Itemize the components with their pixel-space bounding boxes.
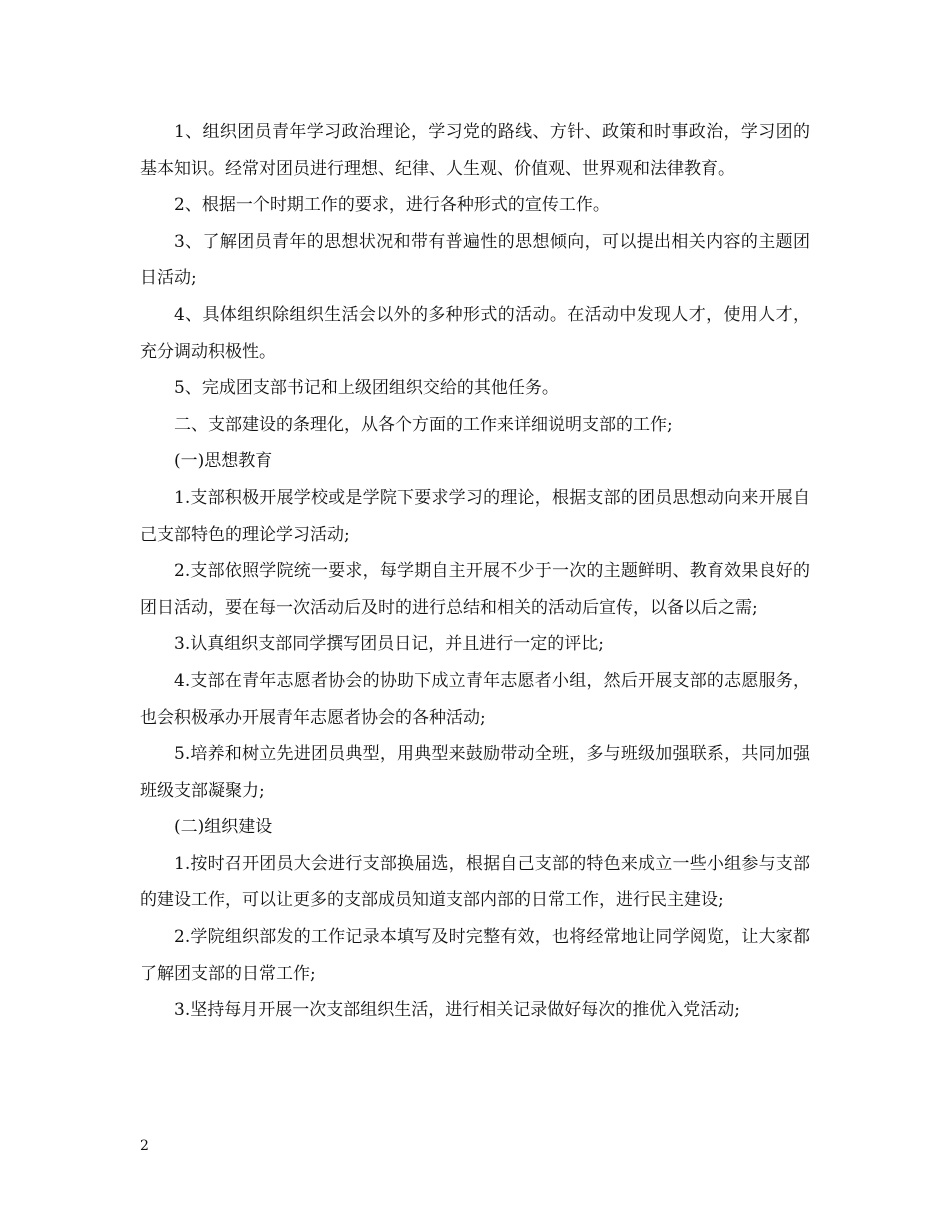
paragraph-ideology-3: 3.认真组织支部同学撰写团员日记，并且进行一定的评比;: [174, 634, 604, 655]
page-number: 2: [140, 1138, 149, 1154]
paragraph-ideology-4: 4.支部在青年志愿者协会的协助下成立青年志愿者小组，然后开展支部的志愿服务，也会积极承办开展青年志愿者协会的各种活动;: [140, 670, 810, 728]
paragraph-organization-1: 1.按时召开团员大会进行支部换届选，根据自己支部的特色来成立一些小组参与支部的建设工作，可以让更多的支部成员知道支部内部的日常工作，进行民主建设;: [140, 853, 810, 911]
subsection-heading-2: (二)组织建设: [174, 817, 273, 838]
paragraph-1: 1、组织团员青年学习政治理论，学习党的路线、方针、政策和时事政治，学习团的基本知识。经常对团员进行理想、纪律、人生观、价值观、世界观和法律教育。: [140, 122, 810, 179]
paragraph-3: 3、了解团员青年的思想状况和带有普遍性的思想倾向，可以提出相关内容的主题团日活动;: [140, 231, 810, 289]
paragraph-2: 2、根据一个时期工作的要求，进行各种形式的宣传工作。: [174, 195, 610, 216]
section-heading-2: 二、支部建设的条理化，从各个方面的工作来详细说明支部的工作;: [174, 414, 673, 435]
paragraph-organization-2: 2.学院组织部发的工作记录本填写及时完整有效，也将经常地让同学阅览，让大家都了解团支部的日常工作;: [140, 927, 810, 984]
document-body: [140, 114, 810, 1029]
paragraph-ideology-1: 1.支部积极开展学校或是学院下要求学习的理论，根据支部的团员思想动向来开展自己支部特色的理论学习活动;: [140, 487, 810, 545]
paragraph-4: 4、具体组织除组织生活会以外的多种形式的活动。在活动中发现人才，使用人才，充分调动积极性。: [140, 304, 810, 362]
paragraph-ideology-5: 5.培养和树立先进团员典型，用典型来鼓励带动全班，多与班级加强联系，共同加强班级支部凝聚力;: [140, 744, 810, 801]
paragraph-5: 5、完成团支部书记和上级团组织交给的其他任务。: [174, 378, 559, 399]
subsection-heading-1: (一)思想教育: [174, 451, 273, 472]
paragraph-organization-3: 3.坚持每月开展一次支部组织生活，进行相关记录做好每次的推优入党活动;: [174, 1000, 740, 1021]
paragraph-ideology-2: 2.支部依照学院统一要求，每学期自主开展不少于一次的主题鲜明、教育效果良好的团日活动，要在每一次活动后及时的进行总结和相关的活动后宣传，以备以后之需;: [140, 561, 810, 618]
